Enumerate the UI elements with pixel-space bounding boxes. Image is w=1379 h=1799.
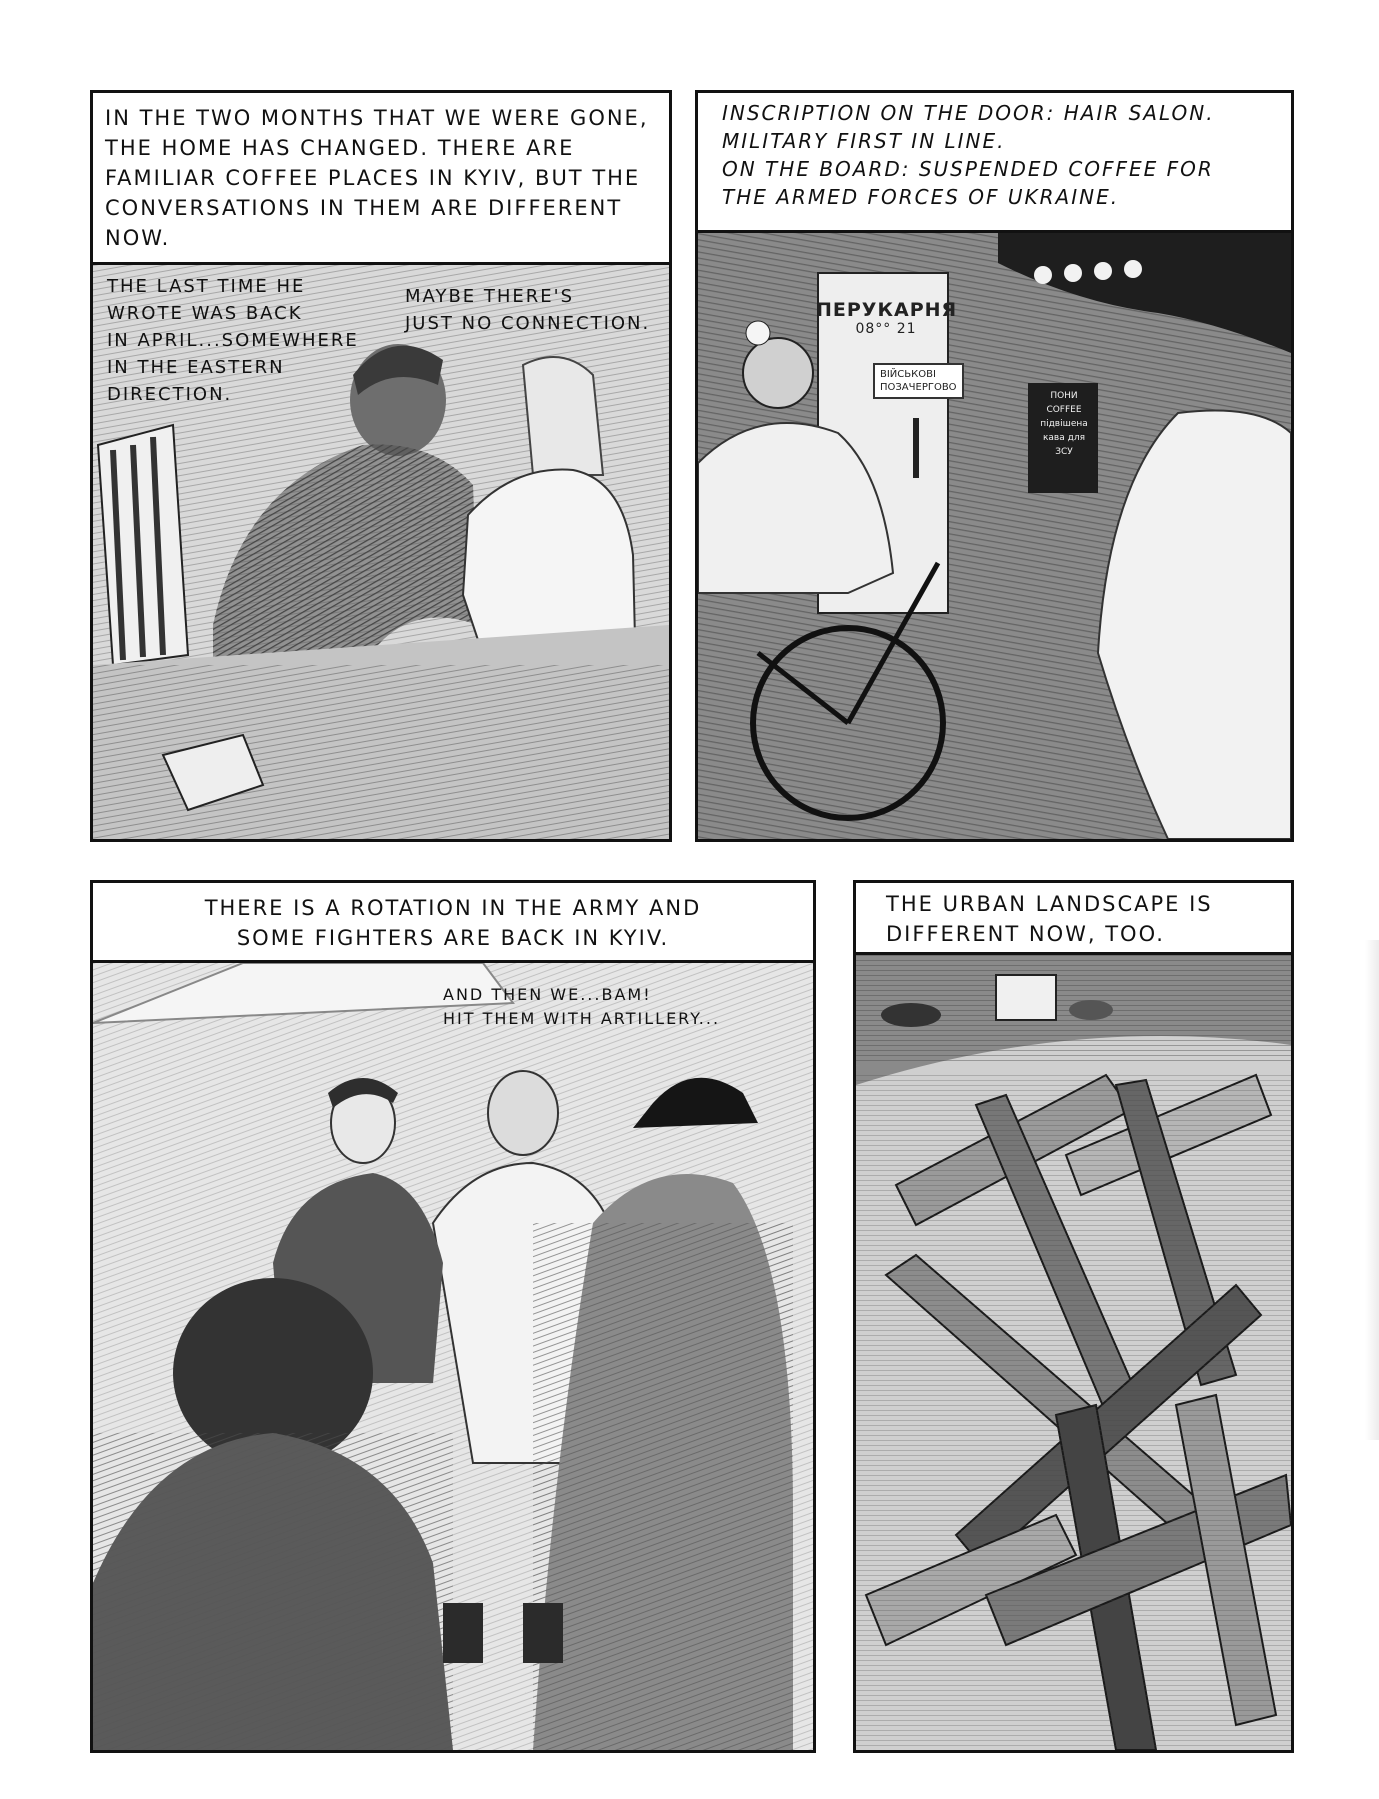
- scan-edge: [1365, 940, 1379, 1440]
- caption-box: [698, 93, 1291, 233]
- caption-line: MILITARY FIRST IN LINE.: [722, 129, 1006, 153]
- panel-cafe-conversation: [90, 90, 672, 842]
- caption-box: [93, 883, 813, 963]
- caption-line: CONVERSATIONS IN THEM ARE DIFFERENT NOW.: [105, 196, 623, 250]
- speech-line: AND THEN WE...BAM!: [443, 985, 652, 1004]
- sandwich-board: [1033, 389, 1095, 459]
- illustration-soldiers-cafe: [93, 963, 813, 1750]
- board-line: кава для: [1042, 433, 1086, 443]
- caption-line: DIFFERENT NOW, TOO.: [886, 922, 1165, 946]
- caption-line: FAMILIAR COFFEE PLACES IN KYIV, BUT THE: [105, 166, 641, 190]
- speech-line: HIT THEM WITH ARTILLERY...: [443, 1009, 721, 1028]
- board-title: ПОНИ COFFEE: [1046, 391, 1082, 415]
- speech-line: JUST NO CONNECTION.: [405, 313, 651, 334]
- speech-line: IN THE EASTERN: [107, 357, 285, 378]
- caption-line: THE ARMED FORCES OF UKRAINE.: [722, 185, 1120, 209]
- speech-bubble-woman: [405, 283, 650, 337]
- sign-line: ВІЙСЬКОВІ: [880, 369, 936, 380]
- sign-line: ПОЗАЧЕРГОВО: [880, 382, 957, 393]
- caption-line: THE HOME HAS CHANGED. THERE ARE: [105, 136, 575, 160]
- illustration-tank-traps: [856, 955, 1291, 1750]
- caption-line: SOME FIGHTERS ARE BACK IN KYIV.: [236, 926, 670, 950]
- sign-shop-name: ПЕРУКАРНЯ: [816, 299, 958, 321]
- panel-urban-landscape: [853, 880, 1294, 1753]
- speech-line: MAYBE THERE'S: [405, 286, 575, 307]
- sign-military-first: [873, 363, 964, 399]
- speech-bubble-soldier: [443, 983, 720, 1031]
- board-line: підвішена: [1040, 419, 1088, 429]
- caption-box: [93, 93, 669, 265]
- caption-line: IN THE TWO MONTHS THAT WE WERE GONE,: [105, 106, 649, 130]
- speech-bubble-man: [107, 273, 359, 408]
- panel-hair-salon: [695, 90, 1294, 842]
- speech-line: DIRECTION.: [107, 384, 233, 405]
- speech-line: WROTE WAS BACK: [107, 303, 303, 324]
- board-line: ЗСУ: [1055, 447, 1073, 457]
- speech-line: THE LAST TIME HE: [107, 276, 306, 297]
- sign-hours: 08°° 21: [855, 321, 917, 337]
- caption-box: [856, 883, 1291, 955]
- caption-line: THE URBAN LANDSCAPE IS: [886, 892, 1213, 916]
- caption-line: THERE IS A ROTATION IN THE ARMY AND: [204, 896, 702, 920]
- panel-soldiers: [90, 880, 816, 1753]
- caption-line: INSCRIPTION ON THE DOOR: HAIR SALON.: [722, 101, 1215, 125]
- sign-hair-salon: [816, 299, 956, 337]
- illustration-salon-street: [698, 233, 1291, 839]
- caption-line: ON THE BOARD: SUSPENDED COFFEE FOR: [722, 157, 1214, 181]
- speech-line: IN APRIL...SOMEWHERE: [107, 330, 359, 351]
